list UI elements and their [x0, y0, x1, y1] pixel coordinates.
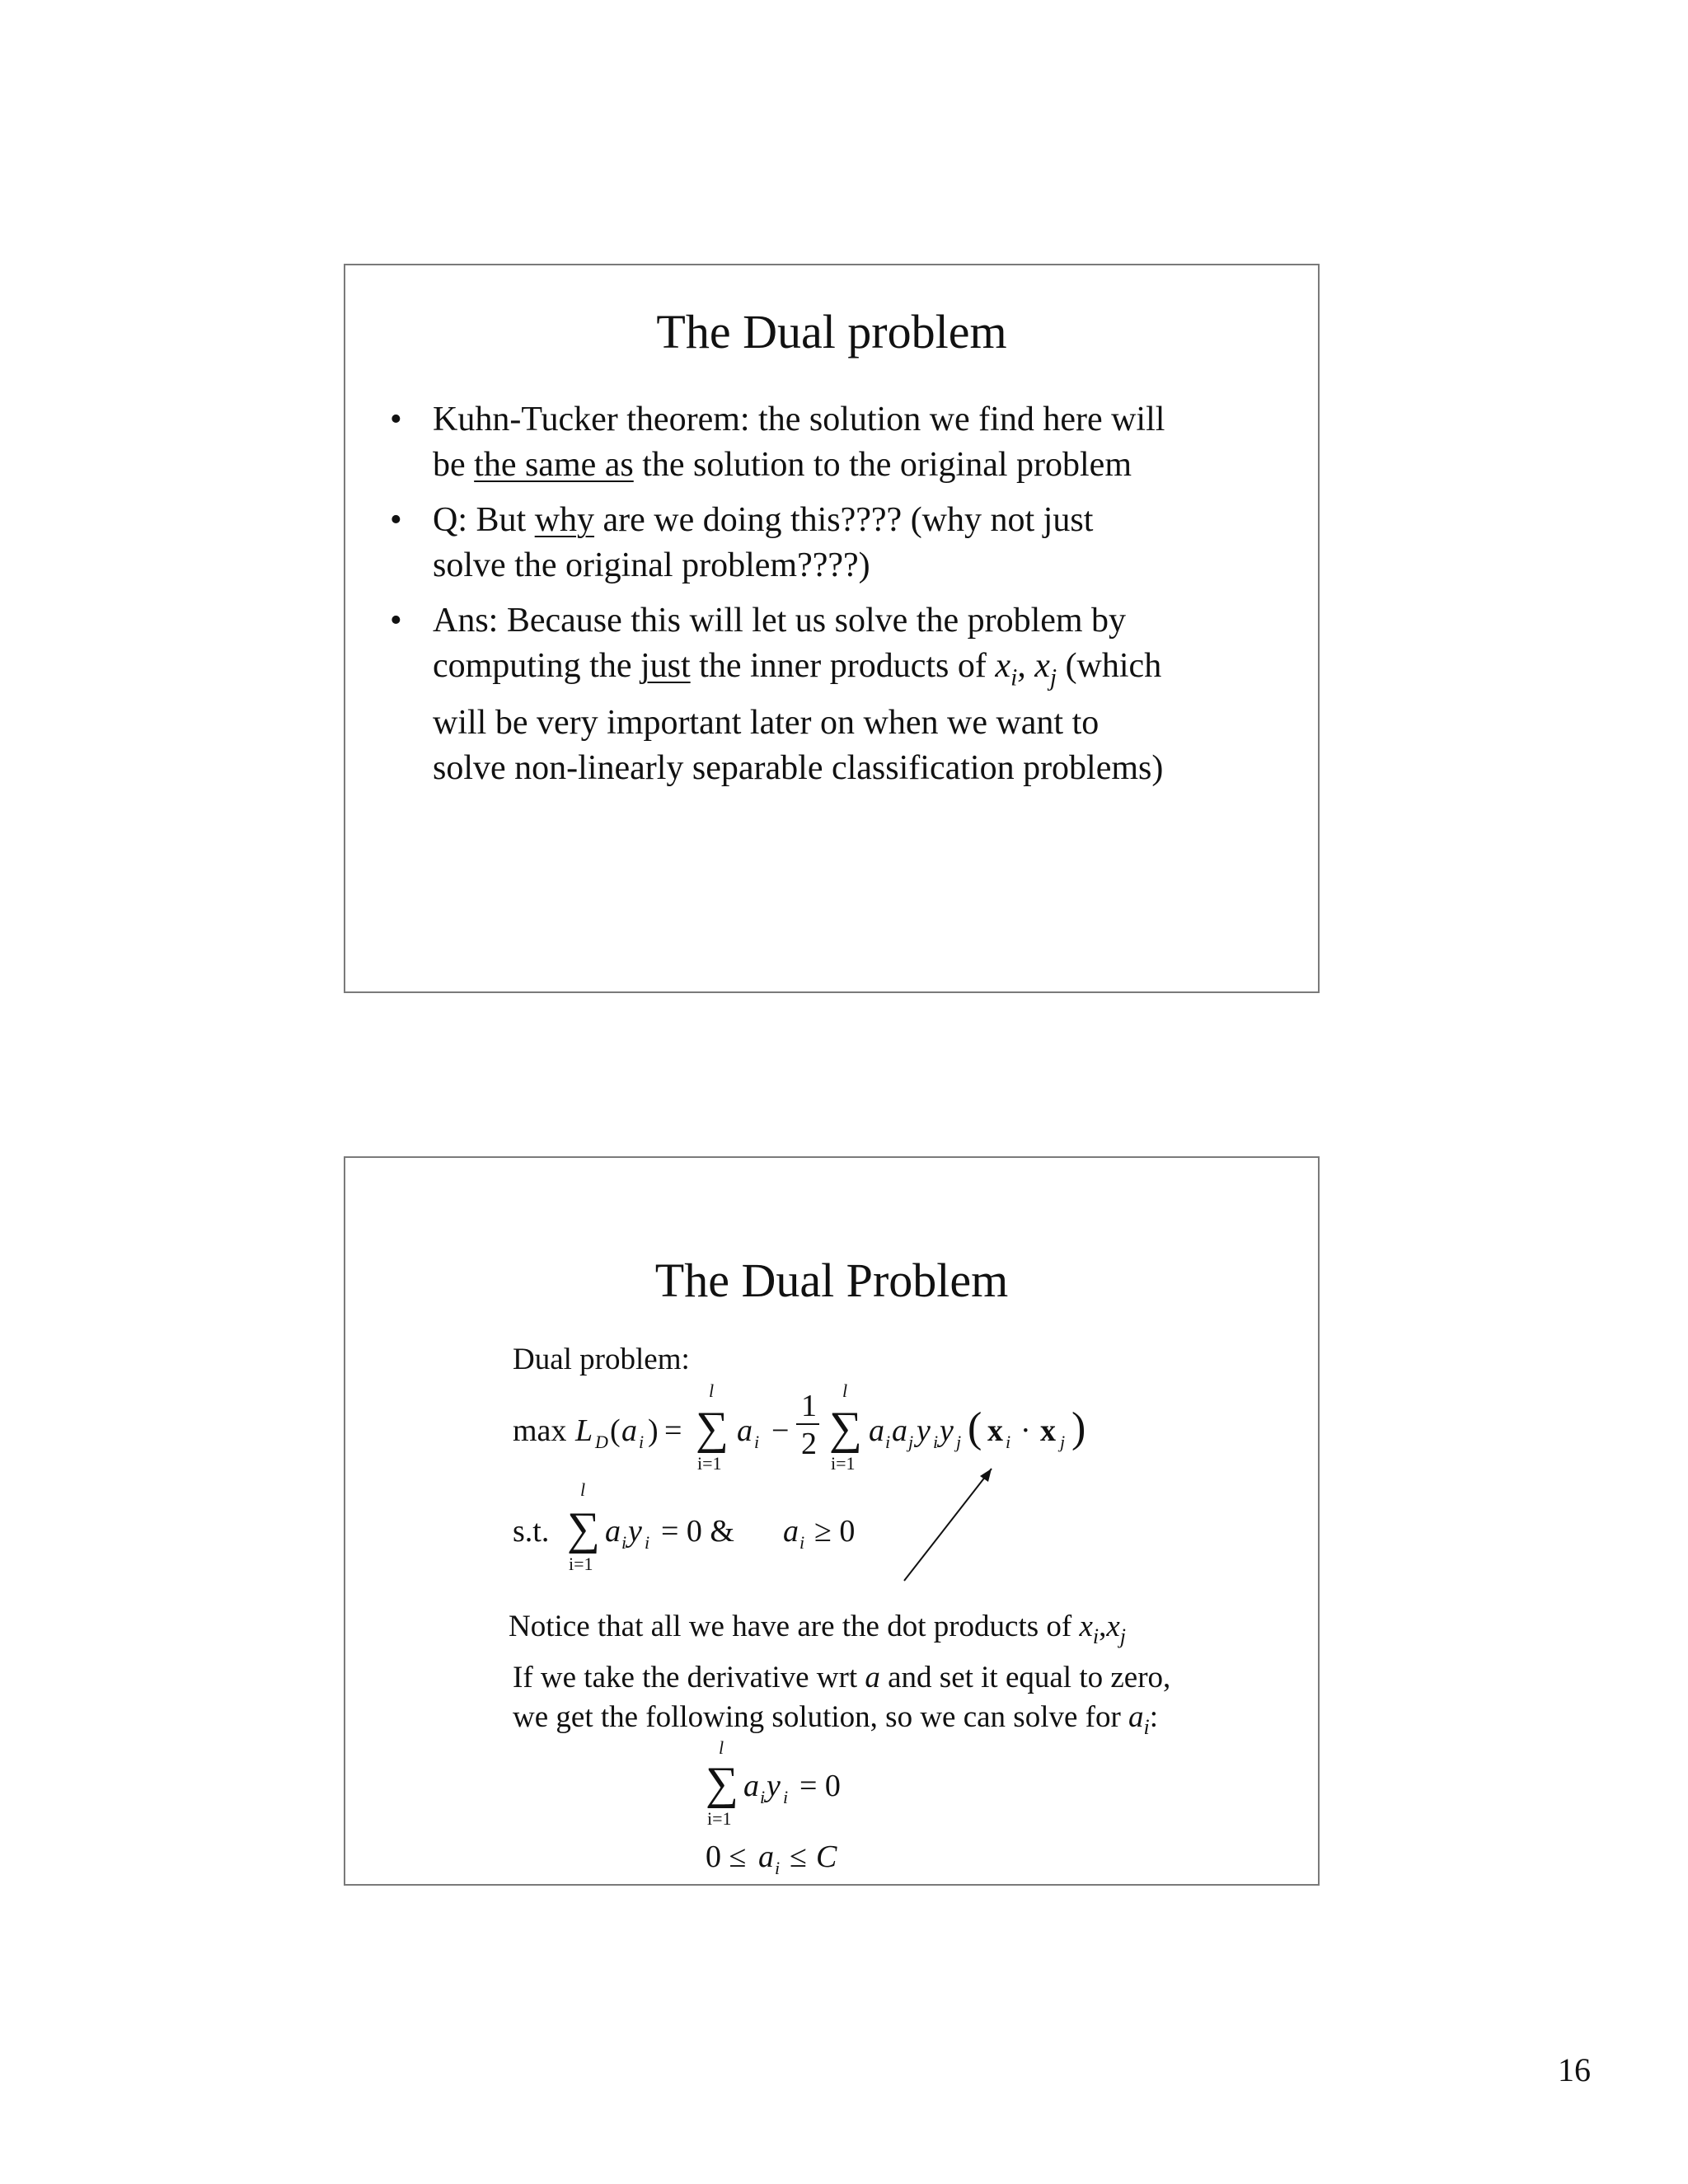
- bullet-text: be: [433, 446, 475, 484]
- bound-right: ≤: [790, 1840, 807, 1874]
- bullet-text: will be very important later on when we want to: [433, 704, 1100, 743]
- math-var-x: x: [995, 647, 1011, 685]
- sum-lower-limit: i=1: [569, 1554, 593, 1574]
- subscript-i: i: [754, 1432, 760, 1452]
- sum-lower-limit: i=1: [707, 1808, 732, 1829]
- bullet-text: Kuhn-Tucker theorem: the solution we find here will: [433, 401, 1165, 438]
- slide-title: The Dual Problem: [654, 1254, 1009, 1307]
- sigma-icon: ∑: [829, 1403, 862, 1454]
- math-var-a: a: [737, 1413, 753, 1448]
- vector-x: x: [987, 1413, 1003, 1448]
- sigma-icon: ∑: [696, 1403, 729, 1454]
- subscript-i: i: [639, 1432, 645, 1452]
- sum-upper-limit: l: [719, 1737, 724, 1758]
- minus-sign: −: [771, 1413, 790, 1448]
- bullet-text: computing the: [433, 647, 640, 685]
- notice-text: Notice that all we have are the dot products of $x_i,x_j$: [509, 1610, 1126, 1649]
- bullet-answer: [387, 598, 1277, 791]
- max-keyword: max: [513, 1413, 567, 1448]
- constraint-formula: s.t. l ∑ i=1 a i y i = 0 & a i ≥ 0: [513, 1479, 856, 1574]
- dual-problem-label: Dual problem:: [513, 1343, 690, 1376]
- fraction-numerator: 1: [801, 1389, 817, 1423]
- dual-objective-formula: max L D ( a i ) = l ∑ i=1 a i − 1 2 l ∑ i=1 a i a j y i y j ( x i · x j ): [513, 1380, 1086, 1474]
- bullet-text: solve non-linearly separable classification problems): [433, 749, 1164, 788]
- sigma-icon: ∑: [567, 1503, 600, 1554]
- bullet-kuhn-tucker: [387, 397, 1277, 488]
- constraint-rest: = 0 &: [661, 1514, 734, 1549]
- bullet-text: solve the original problem????): [433, 546, 870, 584]
- bullet-text: the inner products of: [690, 647, 996, 685]
- bullet-dot-icon: •: [390, 501, 402, 539]
- bullet-text: Ans: Because this will let us solve the problem by: [433, 602, 1127, 640]
- nonnegativity: ≥ 0: [814, 1514, 856, 1549]
- sum-upper-limit: l: [709, 1380, 715, 1401]
- slide-dual-problem-2: [344, 1156, 1320, 1886]
- lagrangian-L: L: [575, 1413, 593, 1448]
- derivative-text-line-1: If we take the derivative wrt a and set it equal to zero,: [513, 1661, 1171, 1694]
- bullet-text: the solution to the original problem: [633, 446, 1132, 484]
- sum-lower-limit: i=1: [697, 1453, 722, 1474]
- subscript-j: j: [1049, 664, 1057, 691]
- bullet-dot-icon: •: [390, 602, 402, 640]
- bullet-question: [387, 498, 1277, 588]
- constant-C: C: [816, 1840, 837, 1874]
- sum-upper-limit: l: [842, 1380, 848, 1401]
- sum-lower-limit: i=1: [831, 1453, 856, 1474]
- such-that-label: s.t.: [513, 1514, 550, 1549]
- underlined-text: just: [640, 647, 691, 685]
- subscript-i: i: [1010, 664, 1018, 691]
- math-var-a: a: [869, 1413, 884, 1448]
- bullet-text: Q: But: [433, 501, 535, 539]
- math-var-x: x: [1034, 647, 1050, 685]
- sum-upper-limit: l: [580, 1479, 586, 1500]
- derivative-text-line-2: we get the following solution, so we can solve for $a_i$:: [513, 1700, 1159, 1740]
- slide-title: The Dual problem: [656, 305, 1007, 359]
- bullet-list: [387, 397, 1277, 801]
- page-number: 16: [1558, 2051, 1591, 2088]
- equals-zero: = 0: [799, 1769, 841, 1803]
- solution-formula: l ∑ i=1 a i y i = 0 0 ≤ a i ≤ C: [706, 1737, 841, 1878]
- equals-sign: =: [664, 1413, 682, 1448]
- bullet-dot-icon: •: [390, 401, 402, 438]
- math-sep: ,: [1017, 647, 1035, 685]
- bound-left: 0 ≤: [706, 1840, 747, 1874]
- sigma-icon: ∑: [706, 1758, 738, 1809]
- underlined-text: the same as: [474, 446, 634, 484]
- slide-dual-problem-1: [344, 264, 1320, 993]
- fraction-denominator: 2: [801, 1427, 817, 1461]
- subscript-D: D: [595, 1432, 608, 1452]
- underlined-text: why: [534, 501, 595, 539]
- bullet-text: are we doing this???? (why not just: [594, 501, 1094, 539]
- math-var-a: a: [621, 1413, 637, 1448]
- vector-x: x: [1040, 1413, 1056, 1448]
- bullet-text: (which: [1057, 647, 1162, 685]
